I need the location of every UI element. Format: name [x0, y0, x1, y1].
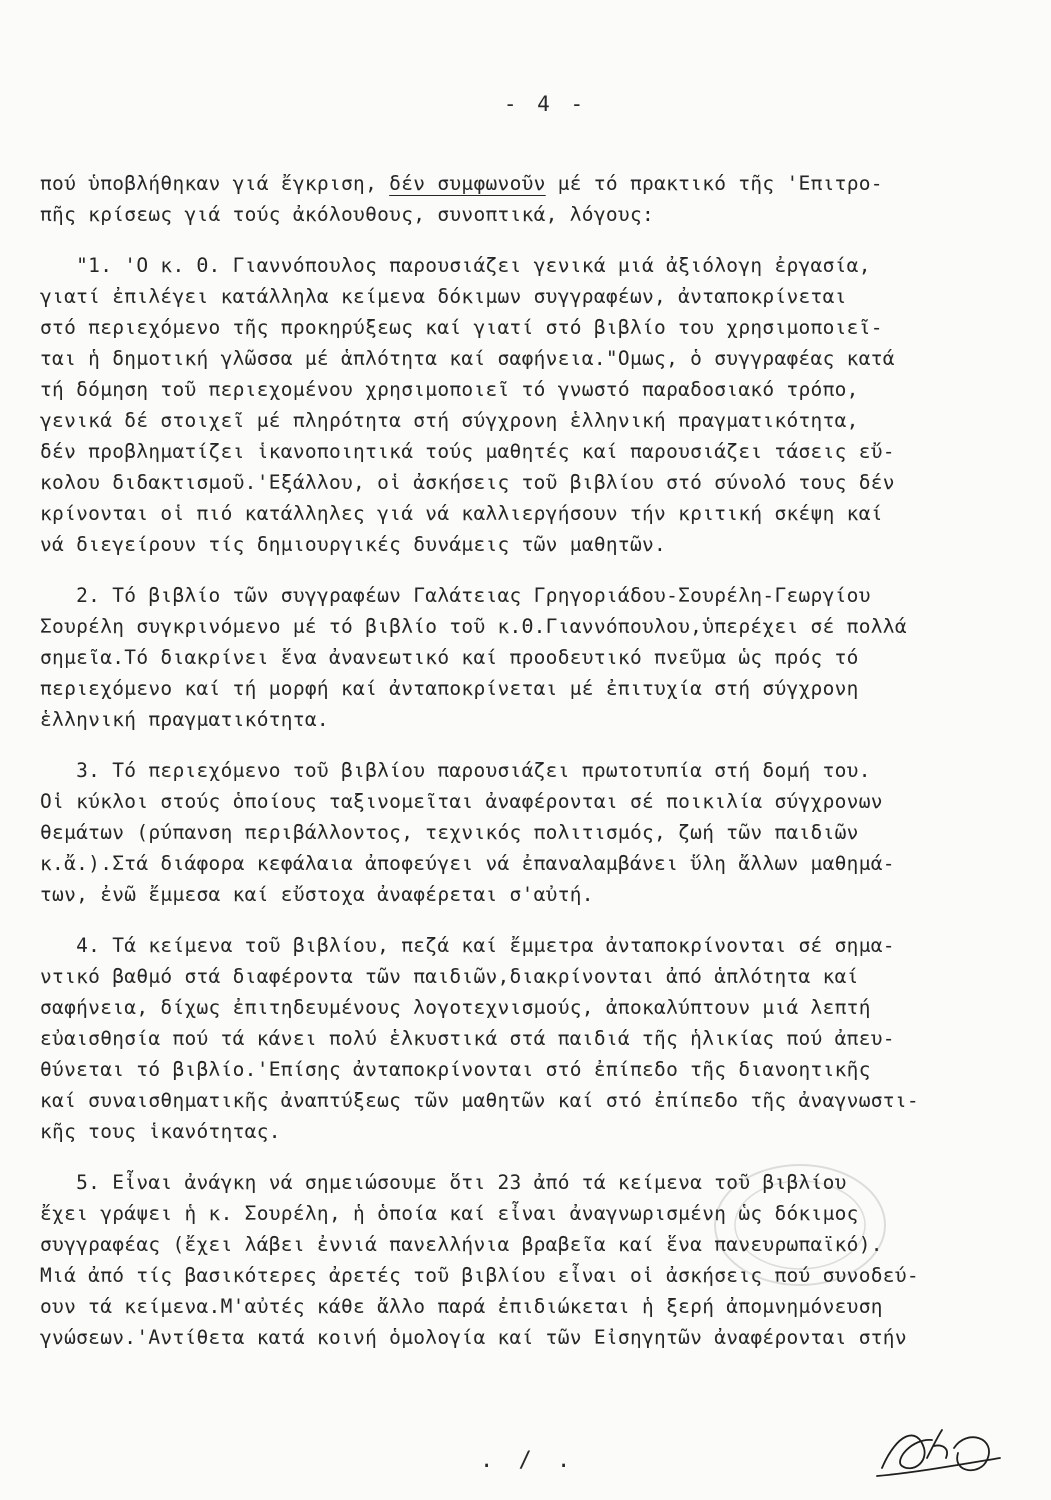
text-line: γνώσεων.'Αντίθετα κατά κοινή ὁμολογία καί τῶν Εἰσηγητῶν ἀναφέρονται στήν	[40, 1326, 907, 1349]
text-line: νά διεγείρουν τίς δημιουργικές δυνάμεις τῶν μαθητῶν.	[40, 533, 667, 556]
text-line: ντικό βαθμό στά διαφέροντα τῶν παιδιῶν,διακρίνονται ἀπό ἁπλότητα καί	[40, 965, 859, 988]
paragraph-gap	[40, 910, 1051, 930]
paragraph-gap	[40, 230, 1051, 250]
text-line: σημεῖα.Τό διακρίνει ἕνα ἀνανεωτικό καί προοδευτικό πνεῦμα ὡς πρός τό	[40, 646, 859, 669]
text-line: συγγραφέας (ἔχει λάβει ἐννιά πανελλήνια βραβεῖα καί ἕνα πανευρωπαϊκό).	[40, 1233, 883, 1256]
text-line: τή δόμηση τοῦ περιεχομένου χρησιμοποιεῖ τό γνωστό παραδοσιακό τρόπο,	[40, 378, 859, 401]
text-line: κῆς τους ἱκανότητας.	[40, 1120, 281, 1143]
page-number: - 4 -	[503, 92, 588, 116]
text-line: 4. Τά κείμενα τοῦ βιβλίου, πεζά καί ἔμμετρα ἀνταποκρίνονται σέ σημα-	[40, 934, 895, 957]
handwritten-signature	[872, 1418, 1002, 1488]
text-line: στό περιεχόμενο τῆς προκηρύξεως καί γιατί στό βιβλίο του χρησιμοποιεῖ-	[40, 316, 883, 339]
text-line: ται ἡ δημοτική γλῶσσα μέ ἁπλότητα καί σαφήνεια."Ομως, ὁ συγγραφέας κατά	[40, 347, 895, 370]
text-line: κρίνονται οἱ πιό κατάλληλες γιά νά καλλιεργήσουν τήν κριτική σκέψη καί	[40, 502, 883, 525]
text-line: σαφήνεια, δίχως ἐπιτηδευμένους λογοτεχνισμούς, ἀποκαλύπτουν μιά λεπτή	[40, 996, 871, 1019]
text-line: "1. 'Ο κ. Θ. Γιαννόπουλος παρουσιάζει γενικά μιά ἀξιόλογη ἐργασία,	[40, 254, 871, 277]
text-line: θύνεται τό βιβλίο.'Επίσης ἀνταποκρίνονται στό ἐπίπεδο τῆς διανοητικῆς	[40, 1058, 871, 1081]
text-line: περιεχόμενο καί τή μορφή καί ἀνταποκρίνεται μέ ἐπιτυχία στή σύγχρονη	[40, 677, 859, 700]
text-line: κ.ἄ.).Στά διάφορα κεφάλαια ἀποφεύγει νά ἐπαναλαμβάνει ὕλη ἄλλων μαθημά-	[40, 852, 895, 875]
text-line: 2. Τό βιβλίο τῶν συγγραφέων Γαλάτειας Γρηγοριάδου-Σουρέλη-Γεωργίου	[40, 584, 871, 607]
text-line: ουν τά κείμενα.Μ'αὐτές κάθε ἄλλο παρά ἐπιδιώκεται ἡ ξερή ἀπομνημόνευση	[40, 1295, 883, 1318]
text-segment: πού ὑποβλήθηκαν γιά ἔγκριση,	[40, 172, 390, 195]
text-line: δέν προβληματίζει ἱκανοποιητικά τούς μαθητές καί παρουσιάζει τάσεις εὔ-	[40, 440, 895, 463]
text-line: 5. Εἶναι ἀνάγκη νά σημειώσουμε ὅτι 23 ἀπό τά κείμενα τοῦ βιβλίου	[40, 1171, 847, 1194]
text-line: θεμάτων (ρύπανση περιβάλλοντος, τεχνικός πολιτισμός, ζωή τῶν παιδιῶν	[40, 821, 859, 844]
text-line: πῆς κρίσεως γιά τούς ἀκόλουθους, συνοπτικά, λόγους:	[40, 203, 655, 226]
text-line: γενικά δέ στοιχεῖ μέ πληρότητα στή σύγχρονη ἑλληνική πραγματικότητα,	[40, 409, 859, 432]
text-line: των, ἐνῶ ἔμμεσα καί εὔστοχα ἀναφέρεται σ'αὐτή.	[40, 883, 594, 906]
text-line: γιατί ἐπιλέγει κατάλληλα κείμενα δόκιμων συγγραφέων, ἀνταποκρίνεται	[40, 285, 847, 308]
underlined-phrase: δέν συμφωνοῦν	[389, 172, 546, 195]
text-line: 3. Τό περιεχόμενο τοῦ βιβλίου παρουσιάζει πρωτοτυπία στή δομή του.	[40, 759, 871, 782]
text-line: καί συναισθηματικῆς ἀναπτύξεως τῶν μαθητῶν καί στό ἐπίπεδο τῆς ἀναγνωστι-	[40, 1089, 919, 1112]
text-line: κολου διδακτισμοῦ.'Εξάλλου, οἱ ἀσκήσεις τοῦ βιβλίου στό σύνολό τους δέν	[40, 471, 895, 494]
faint-stamp	[700, 1150, 900, 1300]
text-line	[40, 168, 1051, 199]
text-line: Σουρέλη συγκρινόμενο μέ τό βιβλίο τοῦ κ.Θ.Γιαννόπουλου,ὑπερέχει σέ πολλά	[40, 615, 907, 638]
text-line: ἔχει γράψει ἡ κ. Σουρέλη, ἡ ὁποία καί εἶναι ἀναγνωρισμένη ὡς δόκιμος	[40, 1202, 859, 1225]
text-line: Μιά ἀπό τίς βασικότερες ἀρετές τοῦ βιβλίου εἶναι οἱ ἀσκήσεις πού συνοδεύ-	[40, 1264, 919, 1287]
text-line: Οἱ κύκλοι στούς ὁποίους ταξινομεῖται ἀναφέρονται σέ ποικιλία σύγχρονων	[40, 790, 883, 813]
paragraph-gap	[40, 560, 1051, 580]
paragraph-gap	[40, 735, 1051, 755]
continuation-mark: . / .	[480, 1448, 577, 1473]
text-segment: μέ τό πρακτικό τῆς 'Επιτρο-	[545, 172, 883, 195]
text-line: ἑλληνική πραγματικότητα.	[40, 708, 329, 731]
text-line: εὐαισθησία πού τά κάνει πολύ ἑλκυστικά στά παιδιά τῆς ἡλικίας πού ἀπευ-	[40, 1027, 895, 1050]
